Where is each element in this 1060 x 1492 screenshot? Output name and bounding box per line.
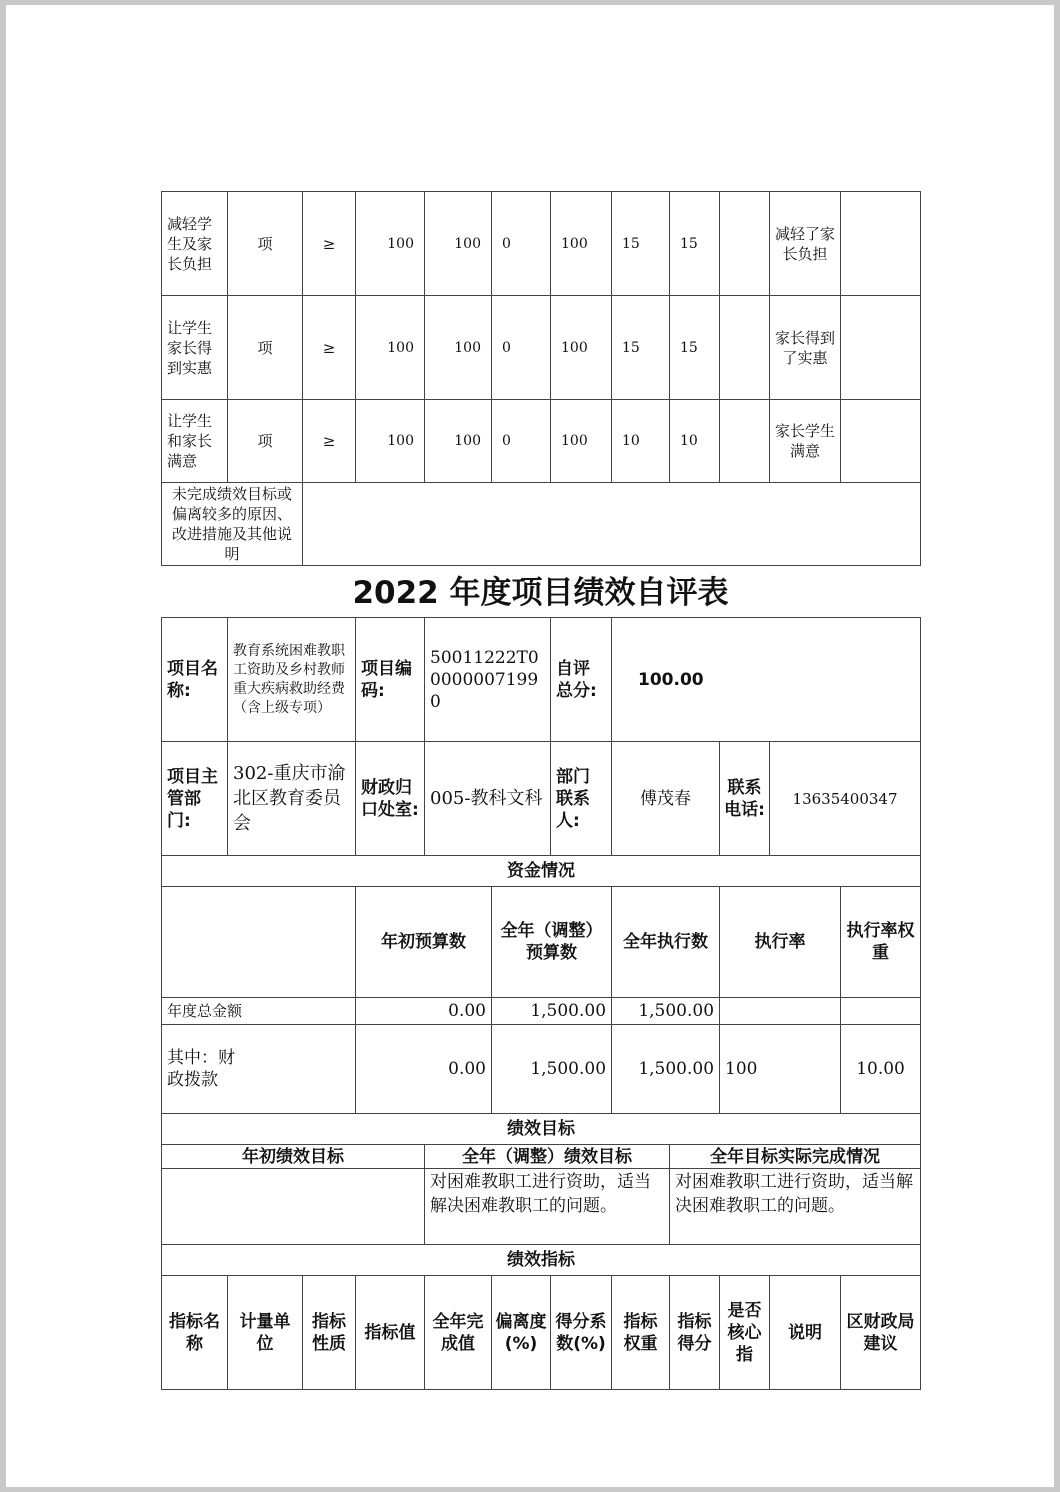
indicator-header-1: 计量单位 (228, 1276, 303, 1390)
funds-header-initial: 年初预算数 (356, 887, 492, 998)
contact-label: 部门联系人: (551, 742, 612, 856)
indicator-nature: ≥ (303, 296, 356, 400)
project-code-label: 项目编码: (356, 618, 425, 742)
unfinished-reason-label: 未完成绩效目标或偏离较多的原因、改进措施及其他说明 (162, 483, 303, 566)
finance-office: 005-教科文科 (425, 742, 551, 856)
indicator-unit: 项 (228, 400, 303, 483)
funds-row-rate: 100 (720, 1025, 841, 1114)
indicator-continuation-table (161, 191, 921, 566)
funds-header-adjusted: 全年（调整）预算数 (492, 887, 612, 998)
indicator-header-8: 指标得分 (670, 1276, 720, 1390)
document-page (6, 5, 1054, 1487)
self-score-label: 自评总分: (551, 618, 612, 742)
indicator-header-3: 指标值 (356, 1276, 425, 1390)
indicator-suggestion (841, 296, 921, 400)
indicator-score: 15 (670, 192, 720, 296)
phone-label: 联系电话: (720, 742, 770, 856)
indicator-row (162, 296, 921, 400)
project-name: 教育系统困难教职工资助及乡村教师重大疾病救助经费（含上级专项） (228, 618, 356, 742)
goals-header-actual: 全年目标实际完成情况 (670, 1145, 921, 1169)
indicator-suggestion (841, 400, 921, 483)
indicator-header-5: 偏离度(%) (492, 1276, 551, 1390)
goals-header-adjusted: 全年（调整）绩效目标 (425, 1145, 670, 1169)
indicator-row (162, 400, 921, 483)
indicator-coef: 100 (551, 296, 612, 400)
indicator-row (162, 192, 921, 296)
unfinished-reason-value (303, 483, 921, 566)
finance-office-label: 财政归口处室: (356, 742, 425, 856)
indicator-header-7: 指标权重 (612, 1276, 670, 1390)
goals-header-initial: 年初绩效目标 (162, 1145, 425, 1169)
indicator-weight: 15 (612, 192, 670, 296)
indicator-suggestion (841, 192, 921, 296)
indicator-name: 让学生家长得到实惠 (162, 296, 228, 400)
indicator-actual: 100 (425, 296, 492, 400)
indicator-nature: ≥ (303, 192, 356, 296)
funds-row-adjusted: 1,500.00 (492, 998, 612, 1025)
dept: 302-重庆市渝北区教育委员会 (228, 742, 356, 856)
funds-row-initial: 0.00 (356, 998, 492, 1025)
indicator-name: 减轻学生及家长负担 (162, 192, 228, 296)
funds-row-label: 年度总金额 (162, 998, 356, 1025)
dept-label: 项目主管部门: (162, 742, 228, 856)
indicators-section-header: 绩效指标 (162, 1245, 921, 1276)
contact-person: 傅茂春 (612, 742, 720, 856)
indicator-value: 100 (356, 400, 425, 483)
funds-header-executed: 全年执行数 (612, 887, 720, 998)
funds-row-initial: 0.00 (356, 1025, 492, 1114)
indicator-score: 15 (670, 296, 720, 400)
indicator-header-6: 得分系数(%) (551, 1276, 612, 1390)
project-name-label: 项目名称: (162, 618, 228, 742)
funds-header-blank (162, 887, 356, 998)
indicator-unit: 项 (228, 192, 303, 296)
indicator-value: 100 (356, 192, 425, 296)
funds-row-label: 其中：财政拨款 (162, 1025, 356, 1114)
indicator-header-4: 全年完成值 (425, 1276, 492, 1390)
indicator-deviation: 0 (492, 192, 551, 296)
indicator-coef: 100 (551, 192, 612, 296)
indicator-actual: 100 (425, 192, 492, 296)
indicator-core (720, 296, 770, 400)
indicator-header-11: 区财政局建议 (841, 1276, 921, 1390)
indicator-deviation: 0 (492, 400, 551, 483)
indicator-header-9: 是否核心指 (720, 1276, 770, 1390)
self-score: 100.00 (612, 618, 921, 742)
funds-section-header: 资金情况 (162, 856, 921, 887)
goals-section-header: 绩效目标 (162, 1114, 921, 1145)
indicator-score: 10 (670, 400, 720, 483)
page-title: 2022 年度项目绩效自评表 (352, 575, 729, 611)
funds-row-weight: 10.00 (841, 1025, 921, 1114)
funds-row-adjusted: 1,500.00 (492, 1025, 612, 1114)
indicator-value: 100 (356, 296, 425, 400)
indicator-note: 减轻了家长负担 (770, 192, 841, 296)
goals-adjusted: 对困难教职工进行资助，适当解决困难教职工的问题。 (425, 1169, 670, 1245)
funds-row-weight (841, 998, 921, 1025)
indicator-core (720, 192, 770, 296)
goals-actual: 对困难教职工进行资助，适当解决困难教职工的问题。 (670, 1169, 921, 1245)
indicator-note: 家长学生满意 (770, 400, 841, 483)
funds-row-rate (720, 998, 841, 1025)
indicator-name: 让学生和家长满意 (162, 400, 228, 483)
funds-header-weight: 执行率权重 (841, 887, 921, 998)
indicator-weight: 15 (612, 296, 670, 400)
indicator-core (720, 400, 770, 483)
indicator-coef: 100 (551, 400, 612, 483)
indicator-unit: 项 (228, 296, 303, 400)
funds-header-rate: 执行率 (720, 887, 841, 998)
indicator-header-0: 指标名称 (162, 1276, 228, 1390)
indicator-header-10: 说明 (770, 1276, 841, 1390)
phone: 13635400347 (770, 742, 921, 856)
self-evaluation-table (161, 617, 921, 1390)
goals-initial (162, 1169, 425, 1245)
indicator-nature: ≥ (303, 400, 356, 483)
indicator-header-2: 指标性质 (303, 1276, 356, 1390)
funds-row-executed: 1,500.00 (612, 998, 720, 1025)
indicator-note: 家长得到了实惠 (770, 296, 841, 400)
indicator-deviation: 0 (492, 296, 551, 400)
project-code: 50011222T000000071990 (425, 618, 551, 742)
funds-row-executed: 1,500.00 (612, 1025, 720, 1114)
indicator-actual: 100 (425, 400, 492, 483)
indicator-weight: 10 (612, 400, 670, 483)
